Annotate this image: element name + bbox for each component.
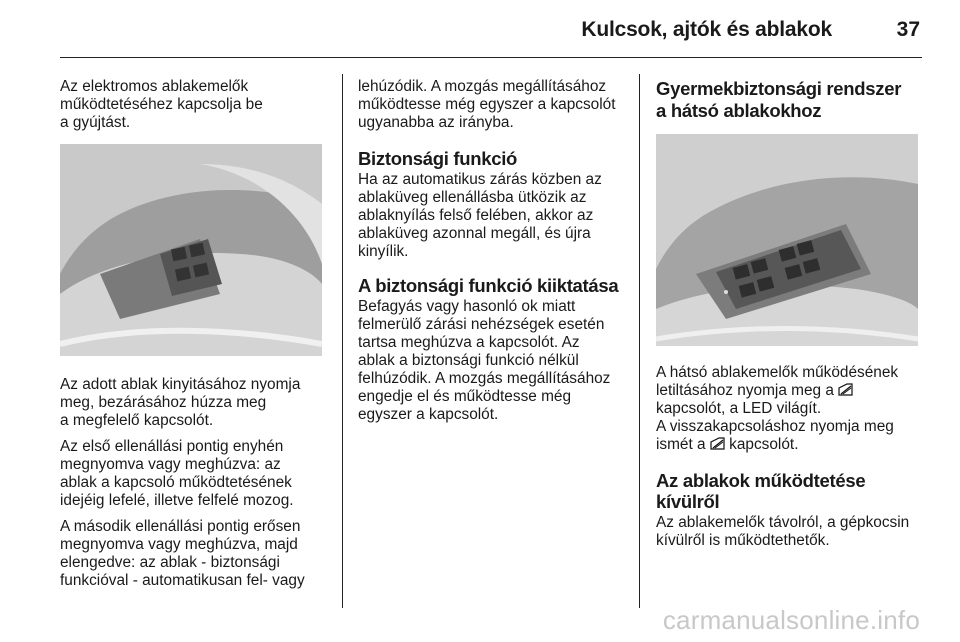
rear-window-switch-photo xyxy=(656,134,918,346)
header-title: Kulcsok, ajtók és ablakok xyxy=(581,18,832,41)
child-lock-window-icon xyxy=(710,437,725,450)
header-rule xyxy=(60,57,922,58)
heading-disable-safety: A biztonsági funkció kiiktatása xyxy=(358,275,619,296)
heading-safety-function: Biztonsági funkció xyxy=(358,148,518,169)
paragraph-open-close: Az adott ablak kinyitásához nyomja meg, bezárásához húzza meg a megfelelő kapcsolót. xyxy=(60,376,301,429)
paragraph-continuation: lehúzódik. A mozgás megállításához működtesse még egyszer a kapcsolót ugyanabba az irányba. xyxy=(358,78,616,131)
heading-external-operation: Az ablakok működtetése kívülről xyxy=(656,470,866,512)
watermark: carmanualsonline.info xyxy=(662,605,920,635)
paragraph-child-lock: A hátsó ablakemelők működésének letiltásához nyomja meg a kapcsolót, a LED világít. A visszakapcsoláshoz nyomja meg ismét a kapcsolót. xyxy=(656,364,899,453)
paragraph-safety-function: Ha az automatikus zárás közben az ablaküveg ellenállásba ütközik az ablaknyílás felső felében, akkor az ablaküveg azonnal megáll, és újra kinyílik. xyxy=(358,171,602,260)
column-3 xyxy=(656,78,931,558)
paragraph-disable-safety: Befagyás vagy hasonló ok miatt felmerülő zárási nehézségek esetén tartsa meghúzva a kapcsolót. Az ablak a biztonsági funkció nélkül felhúzódik. A mozgás megállításához engedje el és működtesse még egyszer a kapcsolót. xyxy=(358,298,611,423)
column-divider-left xyxy=(342,74,343,608)
column-2 xyxy=(358,78,633,432)
child-lock-window-icon xyxy=(838,383,853,396)
page-number: 37 xyxy=(896,18,920,41)
column-divider-right xyxy=(639,74,640,608)
heading-child-safety: Gyermekbiztonsági rendszer a hátsó ablakokhoz xyxy=(656,78,902,121)
paragraph-external-operation: Az ablakemelők távolról, a gépkocsin kívülről is működtethetők. xyxy=(656,514,910,549)
front-window-switch-photo xyxy=(60,144,322,356)
paragraph-first-resistance: Az első ellenállási pontig enyhén megnyomva vagy meghúzva: az ablak a kapcsoló működtetésének idejéig lefelé, illetve felfelé mozog. xyxy=(60,438,294,509)
column-1 xyxy=(60,78,335,598)
paragraph-second-resistance: A második ellenállási pontig erősen megnyomva vagy meghúzva, majd elengedve: az ablak - biztonsági funkcióval - automatikusan fel- vagy xyxy=(60,518,305,589)
paragraph-ignition: Az elektromos ablakemelők működtetéséhez kapcsolja be a gyújtást. xyxy=(60,78,263,131)
